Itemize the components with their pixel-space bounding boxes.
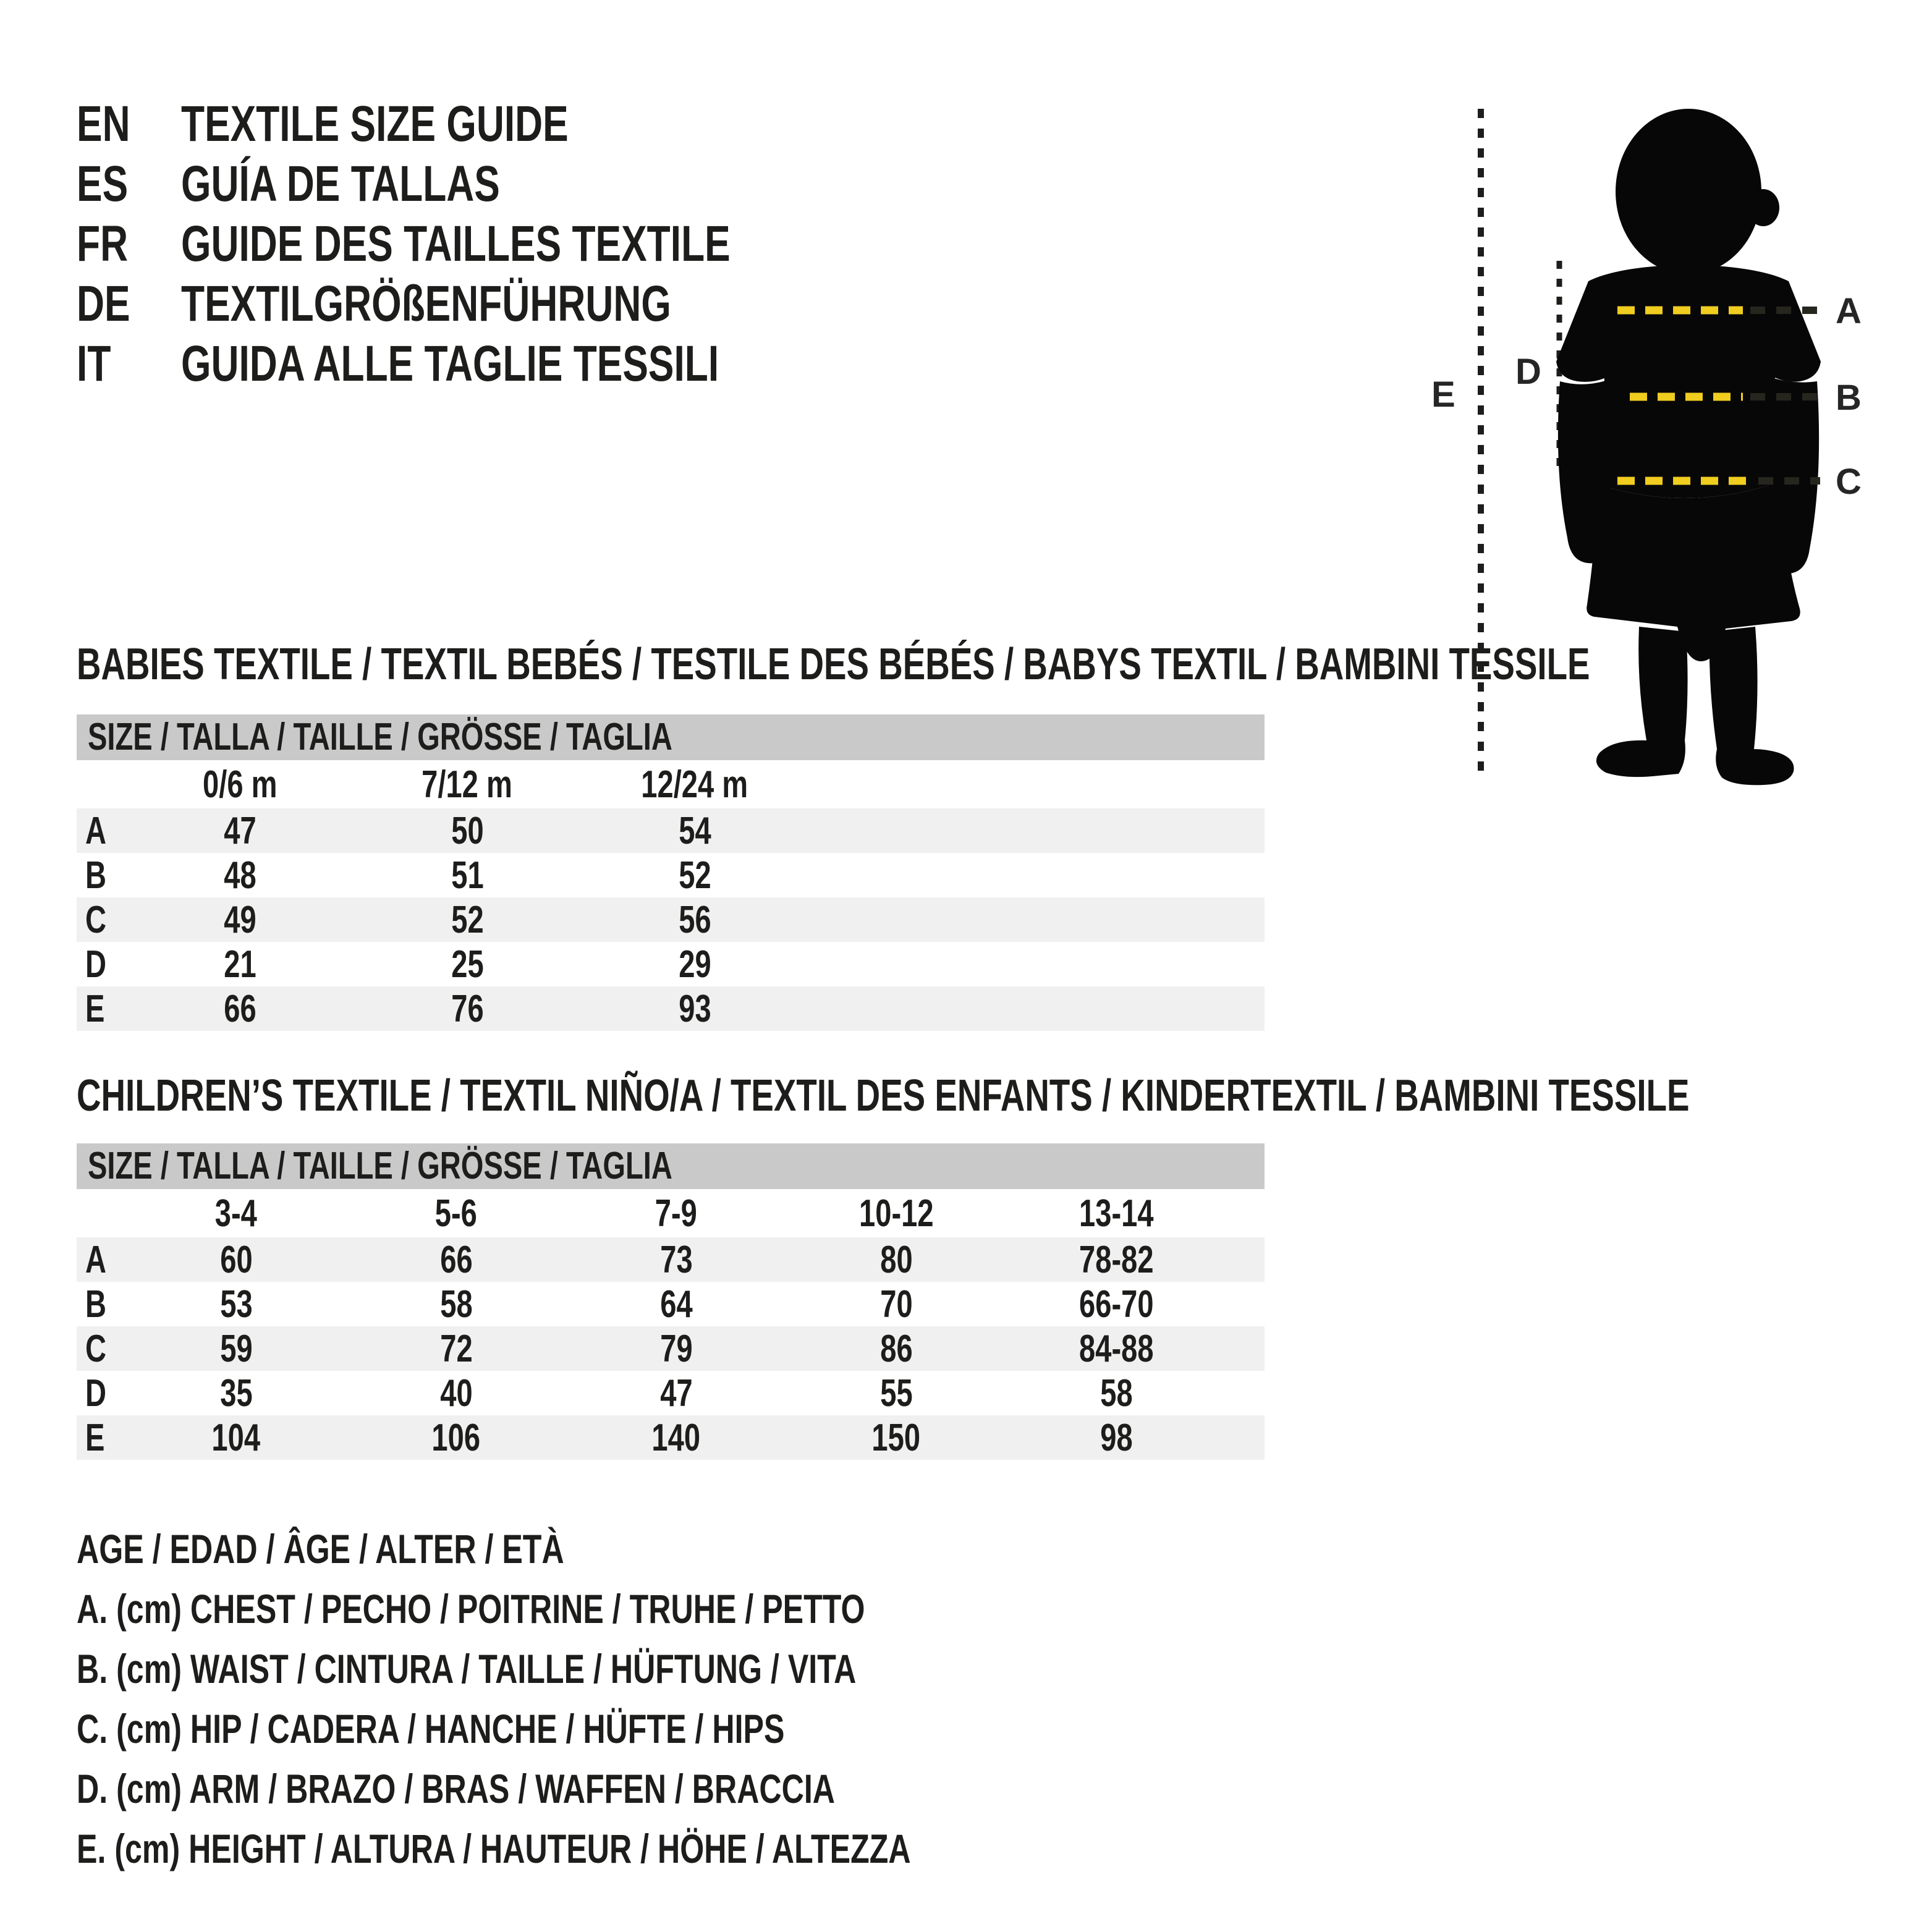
legend-age: AGE / EDAD / ÂGE / ALTER / ETÀ (77, 1526, 564, 1572)
row-label: E (85, 1416, 105, 1459)
row-label: A (85, 1238, 107, 1281)
value-cell: 80 (879, 1238, 913, 1281)
row-label: C (85, 1327, 107, 1370)
value-cell: 78-82 (1078, 1238, 1154, 1281)
value-cell: 76 (451, 987, 484, 1030)
value-cell: 48 (223, 854, 256, 897)
legend-arm: D. (cm) ARM / BRAZO / BRAS / WAFFEN / BRACCIA (77, 1766, 836, 1811)
lang-title-es: GUÍA DE TALLAS (180, 156, 500, 212)
value-cell: 106 (431, 1416, 481, 1459)
value-cell: 35 (219, 1371, 253, 1415)
row-label: C (85, 898, 107, 941)
measurement-legend (77, 1519, 1174, 1879)
table-row-b (77, 853, 1265, 897)
value-cell: 150 (871, 1416, 921, 1459)
figure-label-b: B (1836, 378, 1862, 418)
lang-code-es: ES (77, 156, 129, 212)
figure-label-d: D (1515, 352, 1541, 392)
lang-row-en (77, 94, 904, 154)
value-cell: 93 (678, 987, 711, 1030)
table-row-b (77, 1282, 1265, 1326)
babies-col-7-12m: 7/12 m (422, 763, 513, 806)
legend-height: E. (cm) HEIGHT / ALTURA / HAUTEUR / HÖHE / ALTEZZA (77, 1826, 911, 1871)
legend-waist: B. (cm) WAIST / CINTURA / TAILLE / HÜFTUNG / VITA (77, 1646, 857, 1692)
value-cell: 52 (451, 898, 484, 941)
children-column-header-row (77, 1189, 1265, 1237)
value-cell: 104 (211, 1416, 261, 1459)
value-cell: 140 (651, 1416, 701, 1459)
value-cell: 70 (879, 1282, 913, 1326)
value-cell: 54 (678, 809, 711, 852)
language-title-block (77, 94, 904, 394)
table-row-a (77, 1237, 1265, 1282)
babies-size-header-bar (77, 714, 1265, 760)
figure-label-a: A (1836, 291, 1862, 331)
table-row-a (77, 808, 1265, 853)
value-cell: 84-88 (1078, 1327, 1154, 1370)
value-cell: 79 (659, 1327, 693, 1370)
lang-row-it (77, 334, 904, 394)
table-row-c (77, 1326, 1265, 1371)
value-cell: 66 (439, 1238, 473, 1281)
babies-size-header-label: SIZE / TALLA / TAILLE / GRÖSSE / TAGLIA (88, 716, 672, 758)
row-label: D (85, 943, 107, 986)
lang-code-fr: FR (77, 216, 129, 272)
value-cell: 49 (223, 898, 256, 941)
lang-title-en: TEXTILE SIZE GUIDE (180, 96, 569, 152)
value-cell: 60 (219, 1238, 253, 1281)
children-col-5-6: 5-6 (434, 1192, 478, 1235)
row-label: D (85, 1371, 107, 1415)
lang-code-de: DE (77, 276, 130, 332)
figure-label-c: C (1836, 462, 1862, 502)
row-label: A (85, 809, 107, 852)
children-size-header-bar (77, 1143, 1265, 1189)
table-row-c (77, 897, 1265, 942)
legend-hip: C. (cm) HIP / CADERA / HANCHE / HÜFTE / HIPS (77, 1706, 785, 1752)
value-cell: 66-70 (1078, 1282, 1154, 1326)
value-cell: 40 (439, 1371, 473, 1415)
value-cell: 51 (451, 854, 484, 897)
babies-section-title: BABIES TEXTILE / TEXTIL BEBÉS / TESTILE DES BÉBÉS / BABYS TEXTIL / BAMBINI TESSILE (77, 640, 1590, 689)
value-cell: 64 (659, 1282, 693, 1326)
row-label: B (85, 854, 107, 897)
lang-row-de (77, 274, 904, 334)
table-row-e (77, 986, 1265, 1031)
value-cell: 58 (439, 1282, 473, 1326)
child-silhouette-diagram (1409, 87, 1932, 803)
value-cell: 25 (451, 943, 484, 986)
children-section-title: CHILDREN’S TEXTILE / TEXTIL NIÑO/A / TEXTIL DES ENFANTS / KINDERTEXTIL / BAMBINI TESSILE (77, 1071, 1690, 1121)
value-cell: 56 (678, 898, 711, 941)
value-cell: 47 (659, 1371, 693, 1415)
value-cell: 53 (219, 1282, 253, 1326)
lang-title-fr: GUIDE DES TAILLES TEXTILE (180, 216, 731, 272)
table-row-d (77, 942, 1265, 986)
row-label: B (85, 1282, 107, 1326)
babies-size-table (77, 714, 1265, 1031)
lang-title-it: GUIDA ALLE TAGLIE TESSILI (180, 336, 719, 392)
children-col-13-14: 13-14 (1078, 1192, 1154, 1235)
lang-row-es (77, 154, 904, 214)
value-cell: 73 (659, 1238, 693, 1281)
children-size-table (77, 1143, 1265, 1460)
children-col-10-12: 10-12 (858, 1192, 934, 1235)
table-row-e (77, 1415, 1265, 1460)
value-cell: 29 (678, 943, 711, 986)
row-label: E (85, 987, 105, 1030)
value-cell: 52 (678, 854, 711, 897)
figure-label-e: E (1431, 375, 1455, 415)
lang-code-it: IT (77, 336, 111, 392)
children-col-3-4: 3-4 (214, 1192, 258, 1235)
children-col-7-9: 7-9 (655, 1192, 698, 1235)
babies-column-header-row (77, 760, 1265, 808)
value-cell: 55 (879, 1371, 913, 1415)
value-cell: 59 (219, 1327, 253, 1370)
table-row-d (77, 1371, 1265, 1415)
lang-row-fr (77, 214, 904, 274)
value-cell: 66 (223, 987, 256, 1030)
babies-col-12-24m: 12/24 m (641, 763, 748, 806)
lang-title-de: TEXTILGRÖßENFÜHRUNG (180, 276, 671, 332)
lang-code-en: EN (77, 96, 130, 152)
value-cell: 86 (879, 1327, 913, 1370)
children-size-header-label: SIZE / TALLA / TAILLE / GRÖSSE / TAGLIA (88, 1145, 672, 1187)
value-cell: 98 (1099, 1416, 1133, 1459)
value-cell: 58 (1099, 1371, 1133, 1415)
value-cell: 50 (451, 809, 484, 852)
measurement-figure (1409, 87, 1932, 803)
value-cell: 21 (223, 943, 256, 986)
babies-col-0-6m: 0/6 m (202, 763, 278, 806)
value-cell: 47 (223, 809, 256, 852)
legend-chest: A. (cm) CHEST / PECHO / POITRINE / TRUHE / PETTO (77, 1586, 865, 1632)
value-cell: 72 (439, 1327, 473, 1370)
